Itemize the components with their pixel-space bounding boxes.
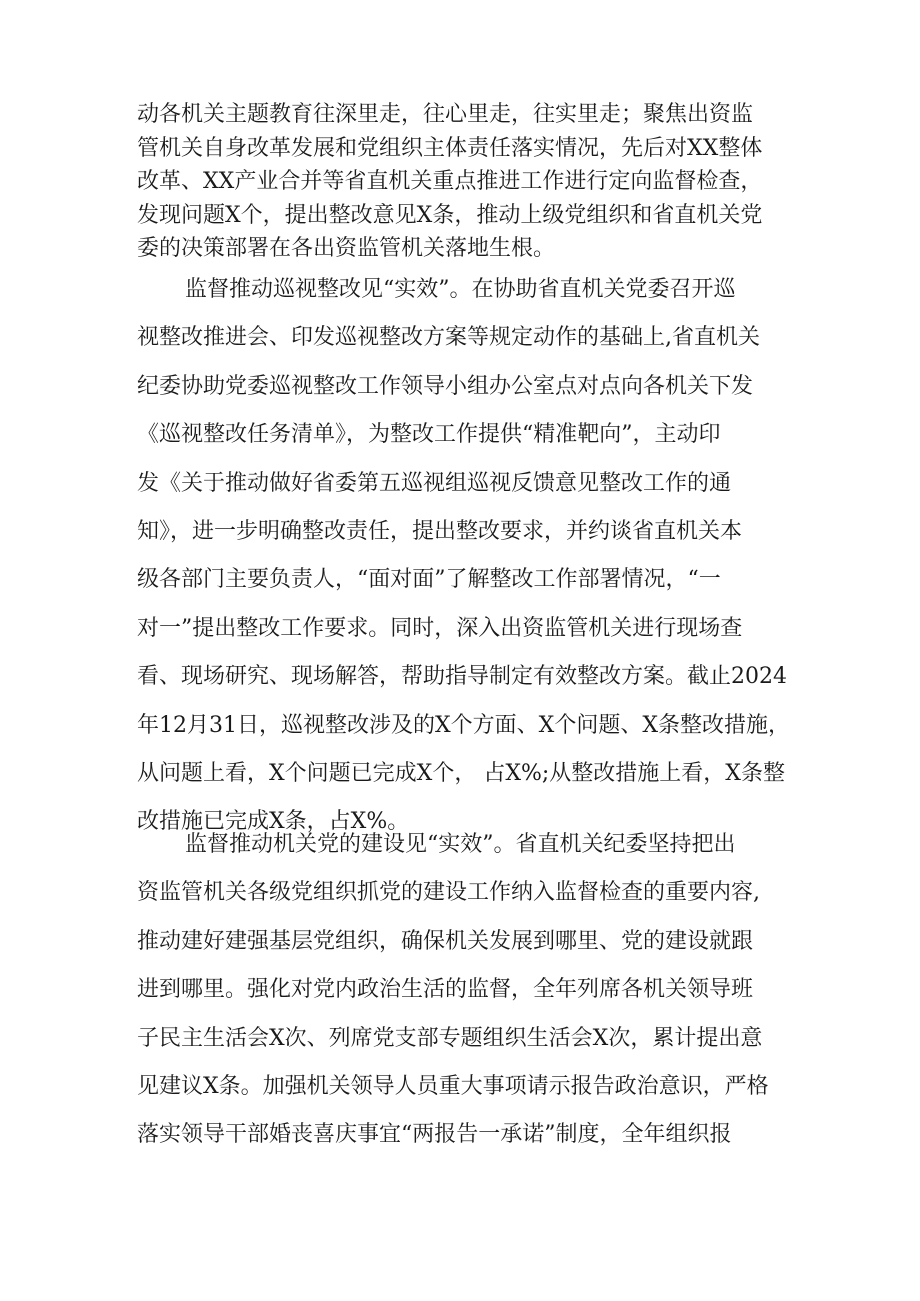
text-line: 视整改推进会、印发巡视整改方案等规定动作的基础上,省直机关 [137, 325, 760, 351]
text-line: 改革、XX产业合并等省直机关重点推进工作进行定向监督检查， [137, 169, 763, 194]
text-line: 看、现场研究、现场解答，帮助指导制定有效整改方案。截止2024 [137, 664, 787, 690]
text-line: 进到哪里。强化对党内政治生活的监督，全年列席各机关领导班 [137, 977, 754, 1003]
paragraph-2 [0, 266, 920, 847]
text-line: 监督推动巡视整改见“实效”。在协助省直机关党委召开巡 [185, 277, 736, 302]
text-line: 落实领导干部婚丧喜庆事宜“两报告一承诺”制度，全年组织报 [137, 1122, 732, 1148]
paragraph-3 [0, 821, 920, 1160]
text-line: 见建议X条。加强机关领导人员重大事项请示报告政治意识，严格 [137, 1074, 769, 1100]
text-line: 资监管机关各级党组织抓党的建设工作纳入监督检查的重要内容, [137, 880, 760, 906]
text-line: 从问题上看，X个问题已完成X个， 占X%;从整改措施上看，X条整 [137, 761, 785, 787]
text-line: 委的决策部署在各出资监管机关落地生根。 [137, 236, 556, 261]
paragraph-1 [0, 98, 920, 266]
text-line: 动各机关主题教育往深里走，往心里走，往实里走；聚焦出资监 [137, 102, 754, 127]
text-line: 改措施已完成X条，占X%。 [137, 809, 410, 835]
text-line: 级各部门主要负责人，“面对面”了解整改工作部署情况，“一 [137, 567, 721, 593]
text-line: 子民主生活会X次、列席党支部专题组织生活会X次，累计提出意 [137, 1025, 763, 1051]
text-line: 知》，进一步明确整改责任，提出整改要求，并约谈省直机关本 [137, 519, 743, 545]
text-line: 年12月31日，巡视整改涉及的X个方面、X个问题、X条整改措施， [137, 712, 790, 738]
text-line: 监督推动机关党的建设见“实效”。省直机关纪委坚持把出 [185, 832, 736, 857]
text-line: 对一”提出整改工作要求。同时，深入出资监管机关进行现场查 [137, 615, 743, 641]
text-line: 管机关自身改革发展和党组织主体责任落实情况，先后对XX整体 [137, 135, 763, 161]
text-line: 发《关于推动做好省委第五巡视组巡视反馈意见整改工作的通 [137, 470, 732, 496]
text-line: 推动建好建强基层党组织，确保机关发展到哪里、党的建设就跟 [137, 928, 754, 954]
text-line: 《巡视整改任务清单》，为整改工作提供“精准靶向”，主动印 [137, 422, 721, 448]
text-line: 纪委协助党委巡视整改工作领导小组办公室点对点向各机关下发 [137, 373, 754, 399]
text-line: 发现问题X个，提出整改意见X条，推动上级党组织和省直机关党 [137, 202, 763, 228]
